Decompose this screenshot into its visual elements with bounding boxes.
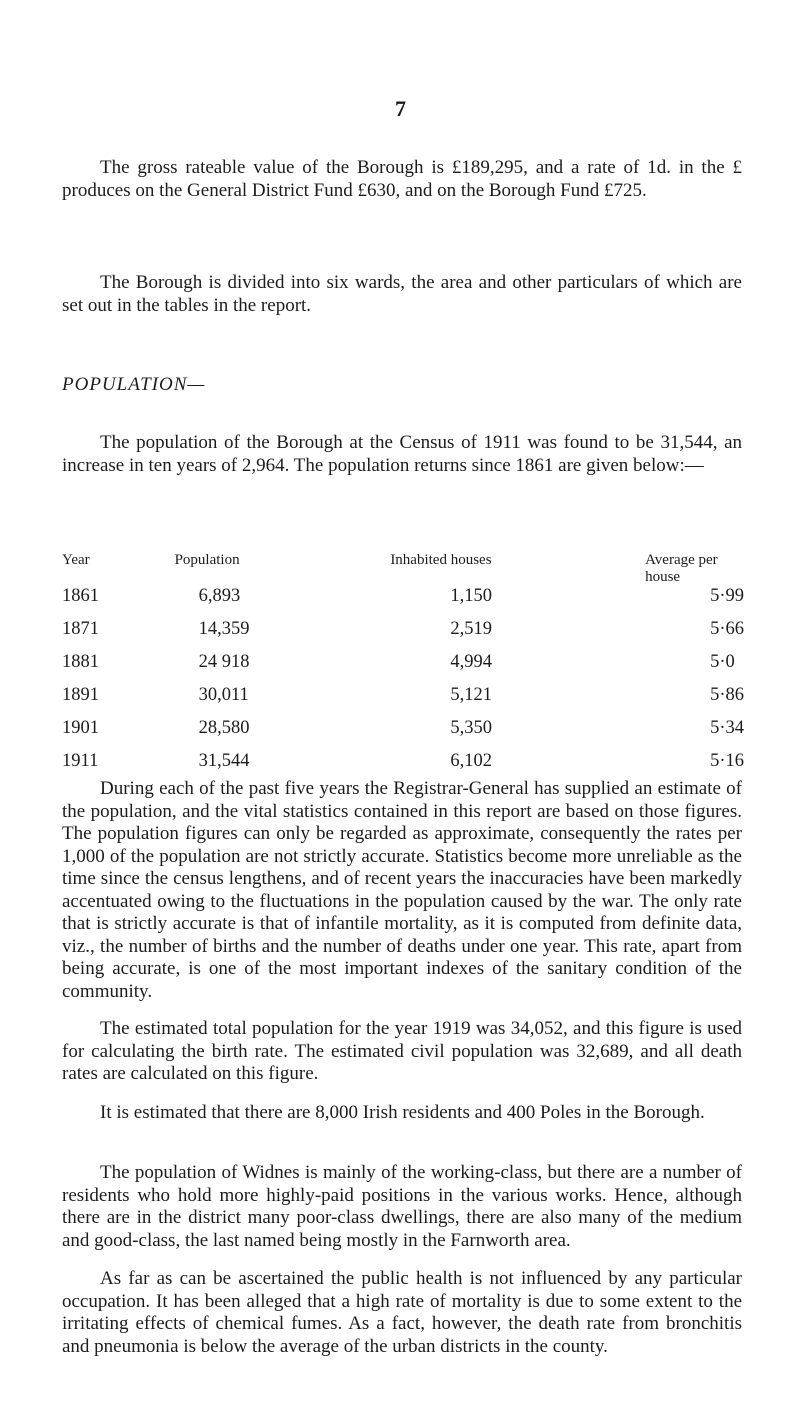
cell-houses: 2,519 — [450, 619, 492, 639]
header-year: Year — [62, 552, 90, 568]
paragraph-estimated-population: The estimated total population for the year 1919 was 34,052, and this figure is used for calculating the birth rate. The estimated civil population was 32,689, and all death rates are calculated on this figure. — [62, 1018, 742, 1084]
paragraph-irish-residents: It is estimated that there are 8,000 Irish residents and 400 Poles in the Borough. — [100, 1102, 705, 1123]
cell-houses: 1,150 — [450, 586, 492, 606]
cell-population: 24 918 — [198, 652, 250, 672]
page-number: 7 — [395, 96, 406, 121]
cell-year: 1891 — [62, 685, 99, 705]
header-inhabited-houses: Inhabited houses — [390, 552, 492, 568]
cell-year: 1881 — [62, 652, 99, 672]
cell-houses: 6,102 — [450, 751, 492, 771]
table-row — [62, 685, 744, 718]
cell-population: 31,544 — [198, 751, 250, 771]
header-population: Population — [174, 552, 240, 568]
table-row — [62, 718, 744, 751]
table-row — [62, 586, 744, 619]
paragraph-census: The population of the Borough at the Census of 1911 was found to be 31,544, an increase in ten years of 2,964. The population returns since 1861 are given below:— — [62, 432, 742, 476]
table-row — [62, 619, 744, 652]
cell-average: 5·16 — [710, 751, 744, 771]
cell-year: 1901 — [62, 718, 99, 738]
cell-population: 30,011 — [198, 685, 249, 705]
section-heading-population: POPULATION— — [62, 374, 206, 395]
cell-average: 5·86 — [710, 685, 744, 705]
cell-population: 6,893 — [198, 586, 241, 606]
cell-year: 1871 — [62, 619, 99, 639]
cell-houses: 5,350 — [450, 718, 492, 738]
paragraph-registrar-general: During each of the past five years the Registrar-General has supplied an estimate of the population, and the vital statistics contained in this report are based on those figures. The population figures can only be regarded as approximate, consequently the rates per 1,000 of the population are not strictly accurate. Statistics become more unreliable as the time since the census lengthens, and of recent years the inaccuracies have been markedly accentuated owing to the fluctuations in the population caused by the war. The only rate that is strictly accurate is that of infantile mortality, as it is computed from definite data, viz., the number of births and the number of deaths under one year. This rate, apart from being accurate, is one of the most important indexes of the sanitary condition of the community. — [62, 778, 742, 1002]
cell-year: 1861 — [62, 586, 99, 606]
cell-average: 5·66 — [710, 619, 744, 639]
cell-average: 5·0 — [710, 652, 735, 672]
paragraph-working-class: The population of Widnes is mainly of the working-class, but there are a number of residents who hold more highly-paid positions in the various works. Hence, although there are in the district many poor-class dwellings, there are also many of the medium and good-class, the last named being mostly in the Farnworth area. — [62, 1162, 742, 1251]
table-header-row — [62, 552, 744, 586]
table-row — [62, 652, 744, 685]
cell-houses: 4,994 — [450, 652, 492, 672]
cell-population: 28,580 — [198, 718, 250, 738]
cell-houses: 5,121 — [450, 685, 492, 705]
cell-population: 14,359 — [198, 619, 250, 639]
paragraph-wards: The Borough is divided into six wards, the area and other particulars of which are set out in the tables in the report. — [62, 272, 742, 316]
paragraph-rateable-value: The gross rateable value of the Borough is £189,295, and a rate of 1d. in the £ produces on the General District Fund £630, and on the Borough Fund £725. — [62, 157, 742, 201]
population-table — [62, 552, 744, 784]
cell-year: 1911 — [62, 751, 99, 771]
header-average-per-house: Average per house — [645, 552, 718, 585]
cell-average: 5·34 — [710, 718, 744, 738]
paragraph-public-health: As far as can be ascertained the public health is not influenced by any particular occupation. It has been alleged that a high rate of mortality is due to some extent to the irritating effects of chemical fumes. As a fact, however, the death rate from bronchitis and pneumonia is below the average of the urban districts in the county. — [62, 1268, 742, 1357]
cell-average: 5·99 — [710, 586, 744, 606]
